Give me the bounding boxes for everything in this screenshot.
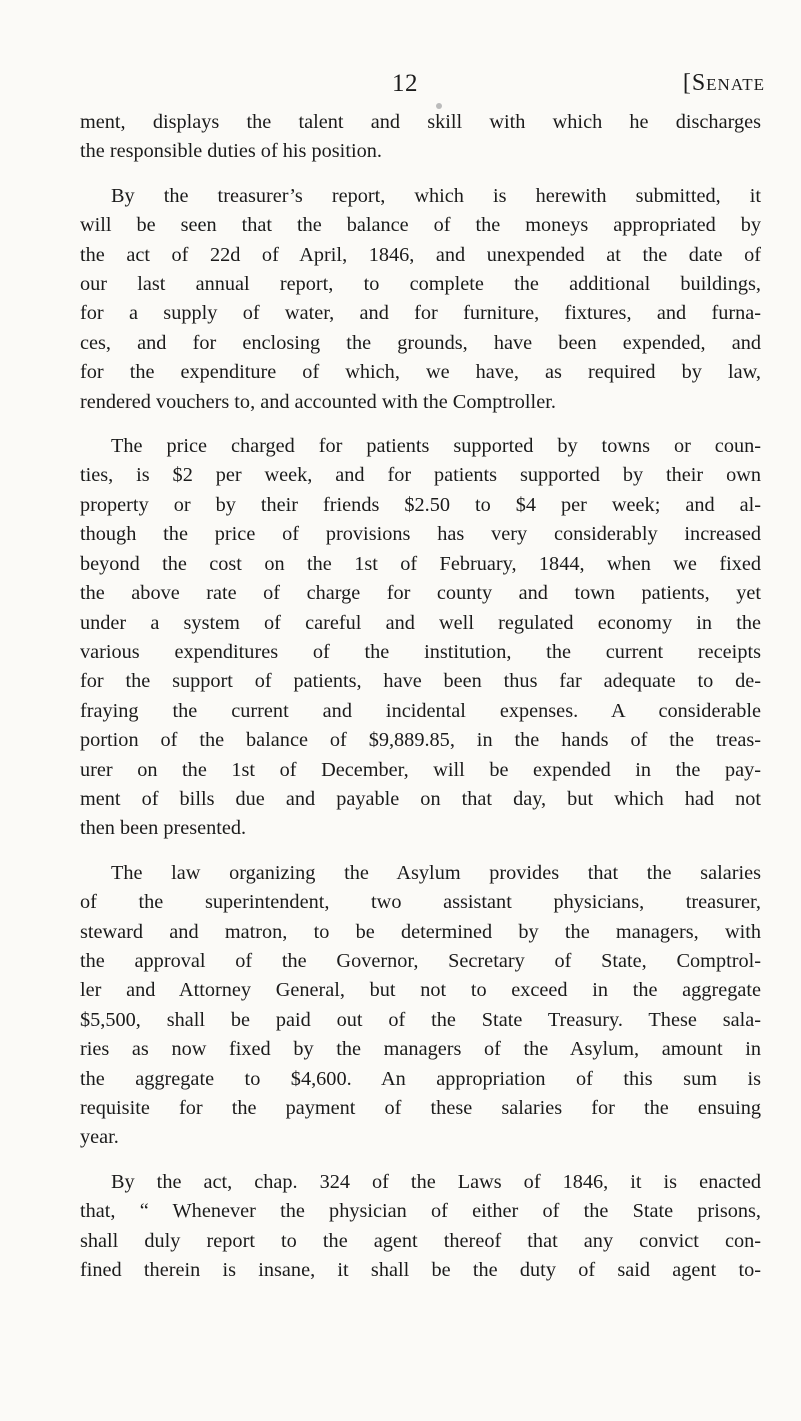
text-line: for the expenditure of which, we have, as required by law, [80,361,761,384]
page-header [0,70,801,100]
paragraph [80,182,761,417]
text-line: the approval of the Governor, Secretary of State, Comptrol- [80,949,761,972]
text-line: fraying the current and incidental expenses. A considerable [80,699,761,722]
text-line: of the superintendent, two assistant physicians, treasurer, [80,891,761,914]
text-line: year. [80,1126,119,1149]
text-line: ties, is $2 per week, and for patients supported by their own [80,464,761,487]
text-line: ment of bills due and payable on that day, but which had not [80,787,761,810]
text-line: By the treasurer’s report, which is herewith submitted, it [111,184,761,207]
page-number: 12 [392,70,418,97]
paragraph [80,859,761,1153]
text-line: the responsible duties of his position. [80,140,382,163]
running-head: [Senate [682,70,765,96]
text-line: shall duly report to the agent thereof that any convict con- [80,1229,761,1252]
text-line: then been presented. [80,817,247,840]
text-line: the act of 22d of April, 1846, and unexpended at the date of [80,243,761,266]
text-line: requisite for the payment of these salaries for the ensuing [80,1097,761,1119]
text-line: The law organizing the Asylum provides that the salaries [111,861,761,884]
text-line: ler and Attorney General, but not to exceed in the aggregate [80,979,761,1002]
text-line: fined therein is insane, it shall be the duty of said agent to- [80,1259,761,1282]
paragraph [80,108,761,167]
text-line: under a system of careful and well regulated economy in the [80,611,761,634]
text-line: beyond the cost on the 1st of February, 1844, when we fixed [80,552,761,575]
text-line: the aggregate to $4,600. An appropriation of this sum is [80,1067,761,1090]
text-line: the above rate of charge for county and town patients, yet [80,582,761,605]
text-line: rendered vouchers to, and accounted with the Comptroller. [80,390,556,413]
text-line: property or by their friends $2.50 to $4 per week; and al- [80,493,761,516]
text-line: our last annual report, to complete the additional buildings, [80,273,761,296]
text-line: $5,500, shall be paid out of the State Treasury. These sala- [80,1008,761,1031]
text-line: will be seen that the balance of the moneys appropriated by [80,214,761,237]
body-text [80,108,761,1300]
text-line: By the act, chap. 324 of the Laws of 1846, it is enacted [111,1170,761,1193]
paragraph [80,432,761,844]
text-line: urer on the 1st of December, will be expended in the pay- [80,758,761,781]
paragraph [80,1168,761,1286]
text-line: that, “ Whenever the physician of either of the State prisons, [80,1200,761,1223]
text-line: ment, displays the talent and skill with which he discharges [80,111,761,133]
text-line: for the support of patients, have been thus far adequate to de- [80,670,761,693]
text-line: though the price of provisions has very considerably increased [80,523,761,546]
text-line: portion of the balance of $9,889.85, in the hands of the treas- [80,729,761,752]
text-line: ces, and for enclosing the grounds, have been expended, and [80,331,761,354]
text-line: The price charged for patients supported by towns or coun- [111,435,761,458]
text-line: various expenditures of the institution, the current receipts [80,640,761,663]
text-line: for a supply of water, and for furniture, fixtures, and furna- [80,302,761,325]
text-line: steward and matron, to be determined by the managers, with [80,920,761,943]
text-line: ries as now fixed by the managers of the Asylum, amount in [80,1038,761,1061]
